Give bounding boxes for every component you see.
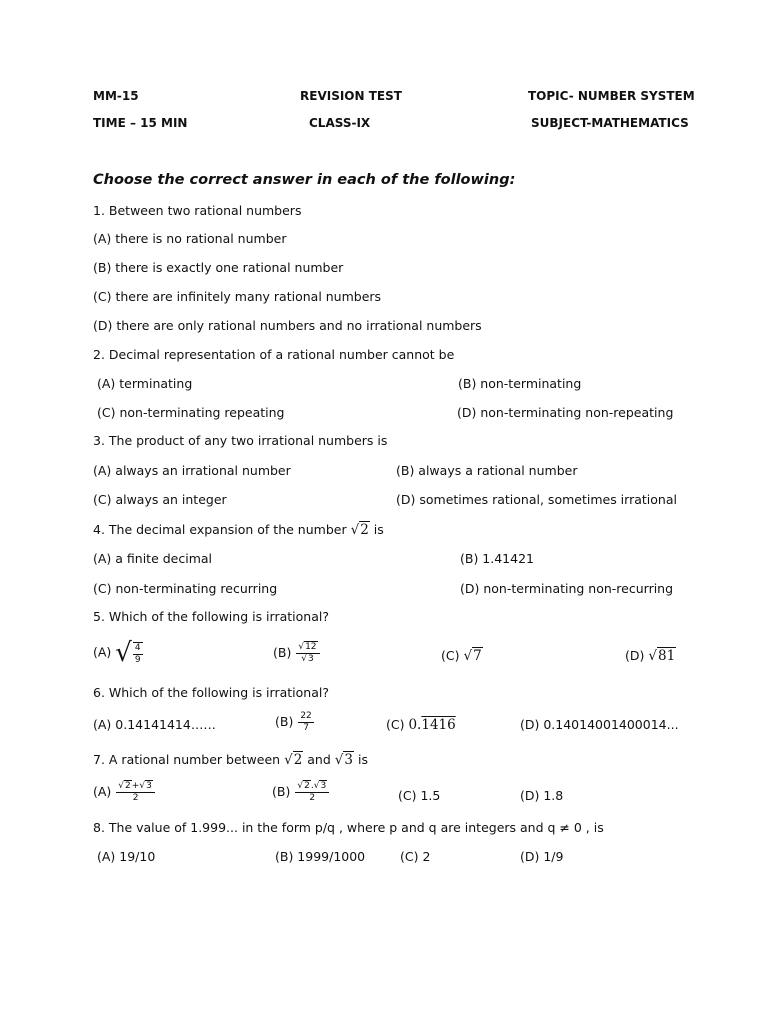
q7-text-post: is	[357, 752, 368, 767]
fraction	[116, 782, 155, 803]
header-topic: TOPIC- NUMBER SYSTEM	[528, 89, 695, 103]
denominator: 2	[132, 793, 139, 803]
option-label: (B)	[273, 645, 292, 660]
option-label: (A)	[93, 644, 112, 660]
q1-option-c: (C) there are infinitely many rational numbers	[93, 289, 382, 304]
q6-option-a: (A) 0.14141414……	[93, 717, 216, 732]
q5-option-c	[441, 650, 483, 664]
sqrt-expression: √2	[297, 781, 310, 791]
decimal-integer-part: 0.	[408, 717, 422, 733]
q7-option-a	[93, 782, 156, 803]
q8-option-b: (B) 1999/1000	[275, 849, 366, 864]
header-class: CLASS-IX	[309, 116, 371, 130]
operator: +	[131, 781, 140, 791]
repeating-decimal	[408, 717, 455, 733]
q3-option-a: (A) always an irrational number	[93, 463, 291, 478]
sqrt-expression: √2	[350, 522, 369, 538]
denominator: 2	[309, 793, 316, 803]
header-test-title: REVISION TEST	[300, 89, 402, 103]
q4-option-a: (A) a finite decimal	[93, 551, 213, 566]
radical-sign: √	[115, 638, 132, 668]
radicand: 81	[657, 648, 676, 664]
question-4	[93, 524, 384, 538]
radicand: 2	[304, 781, 310, 791]
q3-option-d: (D) sometimes rational, sometimes irrational	[396, 492, 677, 507]
q7-option-c: (C) 1.5	[398, 788, 441, 803]
fraction	[133, 642, 143, 665]
header-mm: MM-15	[93, 89, 139, 103]
repeating-digits: 1416	[421, 717, 456, 733]
numerator	[295, 782, 329, 793]
radicand: 3	[344, 752, 353, 768]
q4-option-c: (C) non-terminating recurring	[93, 581, 278, 596]
numerator: 22	[300, 711, 312, 721]
q5-option-d	[625, 650, 676, 664]
q2-option-b: (B) non-terminating	[458, 376, 582, 391]
q1-option-b: (B) there is exactly one rational number	[93, 260, 344, 275]
question-1: 1. Between two rational numbers	[93, 203, 302, 218]
sqrt-expression: √12	[298, 642, 317, 652]
q5-option-b	[273, 643, 321, 664]
question-2: 2. Decimal representation of a rational number cannot be	[93, 347, 455, 362]
q3-option-c: (C) always an integer	[93, 492, 227, 507]
q6-option-c	[386, 719, 456, 733]
q6-option-d: (D) 0.14014001400014...	[520, 717, 679, 732]
radicand: 2	[293, 752, 303, 768]
q3-option-b: (B) always a rational number	[396, 463, 578, 478]
numerator: 4	[134, 642, 141, 653]
operator: .	[310, 781, 314, 791]
question-3: 3. The product of any two irrational numbers is	[93, 433, 388, 448]
radicand: 3	[307, 654, 314, 664]
q5-option-a	[93, 640, 144, 666]
question-7	[93, 754, 368, 768]
radicand: 2	[125, 781, 131, 791]
sqrt-expression: √3	[334, 752, 353, 768]
radicand: 2	[360, 522, 369, 538]
q1-option-d: (D) there are only rational numbers and no irrational numbers	[93, 318, 482, 333]
question-5: 5. Which of the following is irrational?	[93, 609, 329, 624]
q2-option-a: (A) terminating	[97, 376, 193, 391]
sqrt-expression: √7	[463, 648, 482, 664]
option-label: (A)	[93, 784, 112, 799]
fraction	[298, 712, 313, 733]
option-label: (C)	[441, 648, 460, 663]
instruction: Choose the correct answer in each of the following:	[93, 172, 516, 188]
question-6: 6. Which of the following is irrational?	[93, 685, 329, 700]
q4-text-pre: 4. The decimal expansion of the number	[93, 522, 347, 537]
q4-text-post: is	[373, 522, 384, 537]
q1-option-a: (A) there is no rational number	[93, 231, 287, 246]
q8-option-c: (C) 2	[400, 849, 431, 864]
q8-option-d: (D) 1/9	[520, 849, 564, 864]
option-label: (B)	[275, 714, 294, 729]
header-time: TIME – 15 MIN	[93, 116, 188, 130]
q7-option-b	[272, 782, 330, 803]
q7-text-pre: 7. A rational number between	[93, 752, 281, 767]
q4-option-b: (B) 1.41421	[460, 551, 534, 566]
fraction	[296, 643, 319, 664]
question-8: 8. The value of 1.999... in the form p/q , where p and q are integers and q ≠ 0 , is	[93, 820, 604, 835]
sqrt-expression: √3	[139, 781, 152, 791]
fraction	[295, 782, 329, 803]
q6-option-b	[275, 712, 315, 733]
denominator	[301, 654, 314, 664]
sqrt-expression: √3	[301, 654, 314, 664]
denominator: 7	[303, 723, 309, 733]
radicand: 3	[146, 781, 152, 791]
q7-text-mid: and	[307, 752, 331, 767]
sqrt-expression: √3	[313, 781, 327, 791]
radicand: 7	[473, 648, 482, 664]
sqrt-expression: √2	[284, 752, 303, 768]
radicand: 12	[305, 642, 317, 652]
sqrt-expression: √2	[118, 781, 131, 791]
q4-option-d: (D) non-terminating non-recurring	[460, 581, 674, 596]
option-label: (C)	[386, 717, 405, 732]
sqrt-expression: √81	[648, 648, 676, 664]
header-subject: SUBJECT-MATHEMATICS	[531, 116, 689, 130]
q7-option-d: (D) 1.8	[520, 788, 564, 803]
numerator	[116, 782, 155, 793]
q8-option-a: (A) 19/10	[97, 849, 156, 864]
denominator: 9	[134, 654, 141, 665]
option-label: (D)	[625, 648, 645, 663]
radicand: 3	[320, 781, 327, 791]
option-label: (B)	[272, 784, 291, 799]
q2-option-d: (D) non-terminating non-repeating	[457, 405, 674, 420]
q2-option-c: (C) non-terminating repeating	[97, 405, 285, 420]
